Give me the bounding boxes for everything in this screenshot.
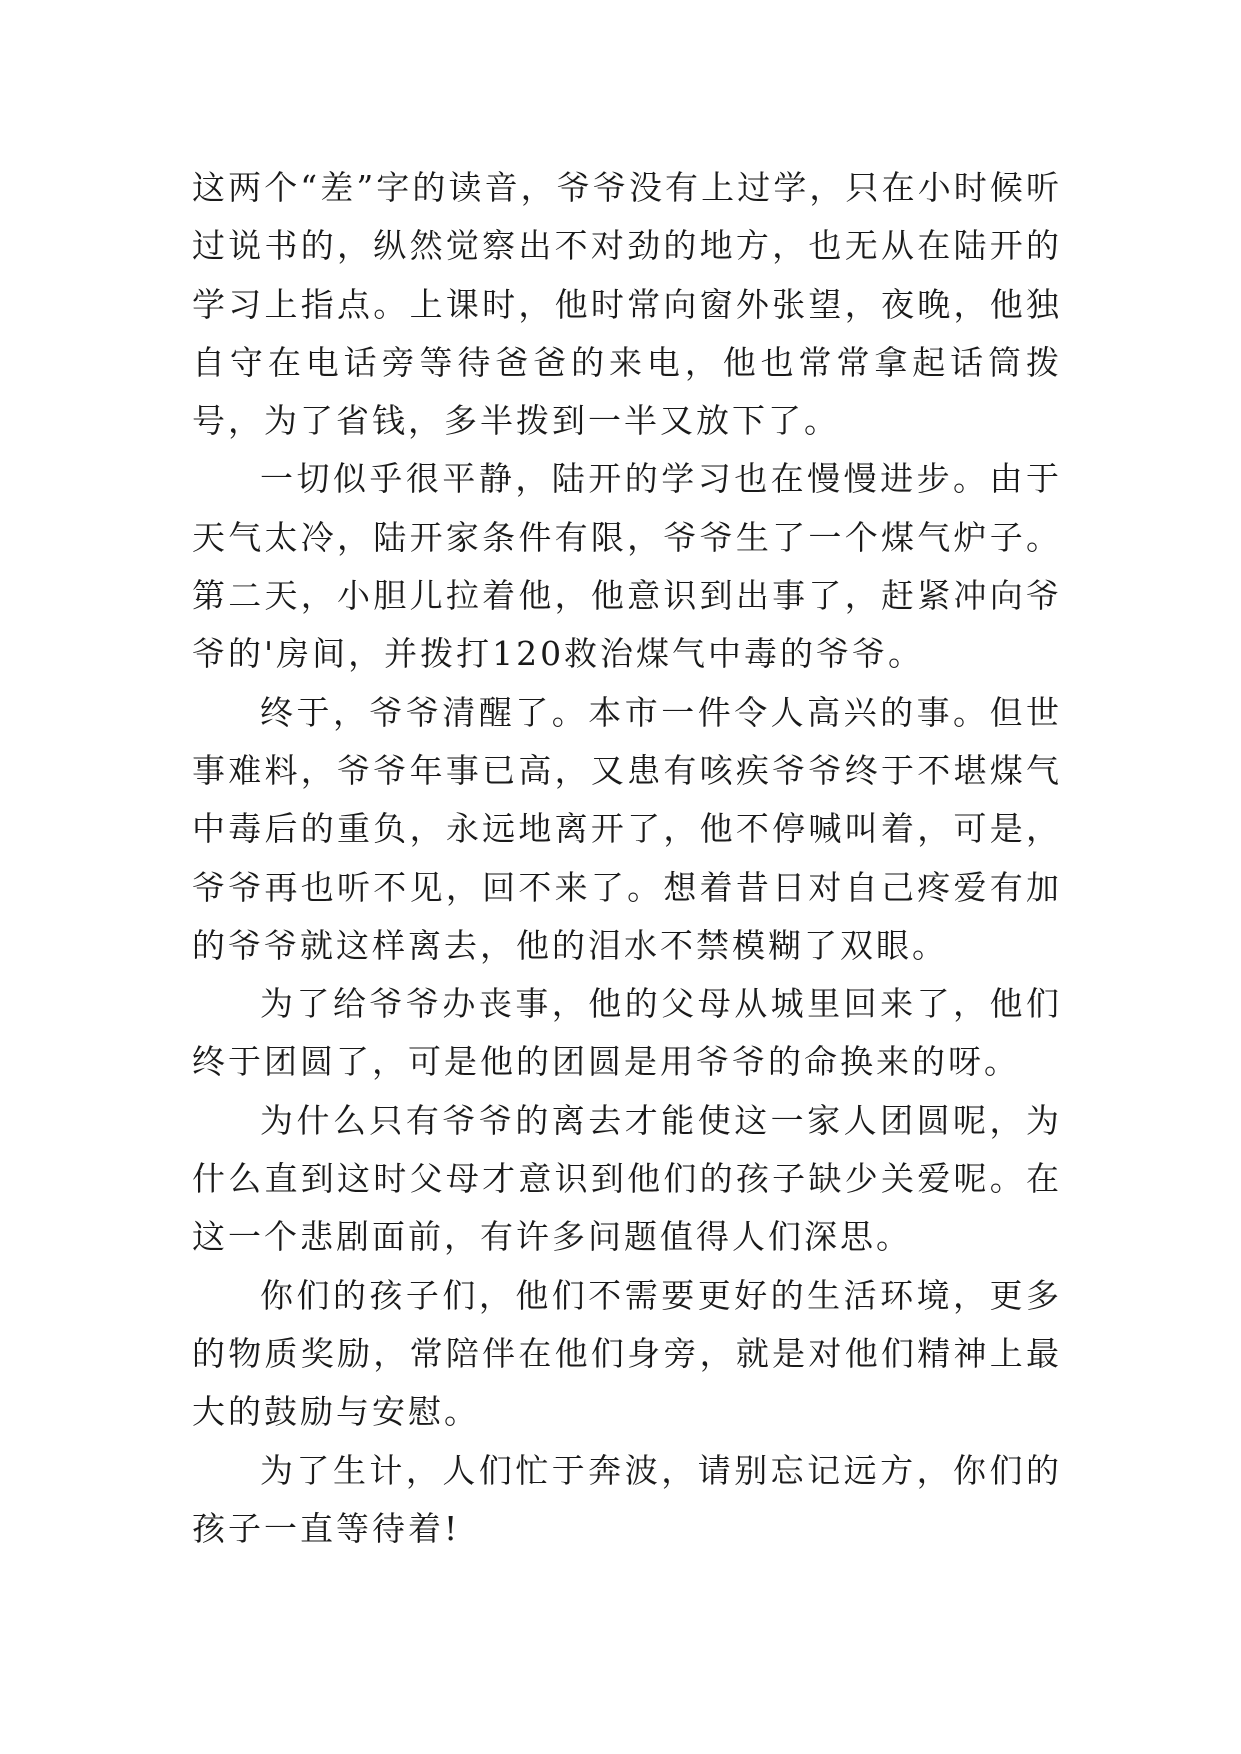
paragraph: 为什么只有爷爷的离去才能使这一家人团圆呢，为什么直到这时父母才意识到他们的孩子缺少关爱呢。在这一个悲剧面前，有许多问题值得人们深思。	[192, 1100, 1062, 1257]
paragraph: 终于，爷爷清醒了。本市一件令人高兴的事。但世事难料，爷爷年事已高，又患有咳疾爷爷终于不堪煤气中毒后的重负，永远地离开了，他不停喊叫着，可是，爷爷再也听不见，回不来了。想着昔日对自己疼爱有加的爷爷就这样离去，他的泪水不禁模糊了双眼。	[192, 692, 1062, 965]
paragraph: 你们的孩子们，他们不需要更好的生活环境，更多的物质奖励，常陪伴在他们身旁，就是对他们精神上最大的鼓励与安慰。	[192, 1275, 1062, 1432]
document-body	[192, 159, 1062, 1558]
paragraph: 为了生计，人们忙于奔波，请别忘记远方，你们的孩子一直等待着!	[192, 1450, 1062, 1548]
paragraph: 一切似乎很平静，陆开的学习也在慢慢进步。由于天气太冷，陆开家条件有限，爷爷生了一个煤气炉子。第二天，小胆儿拉着他，他意识到出事了，赶紧冲向爷爷的'房间，并拨打120救治煤气中毒的爷爷。	[192, 459, 1062, 674]
paragraph: 为了给爷爷办丧事，他的父母从城里回来了，他们终于团圆了，可是他的团圆是用爷爷的命换来的呀。	[192, 984, 1062, 1082]
paragraph: 这两个“差”字的读音，爷爷没有上过学，只在小时候听过说书的，纵然觉察出不对劲的地方，也无从在陆开的学习上指点。上课时，他时常向窗外张望，夜晚，他独自守在电话旁等待爸爸的来电，他也常常拿起话筒拨号，为了省钱，多半拨到一半又放下了。	[192, 168, 1062, 441]
